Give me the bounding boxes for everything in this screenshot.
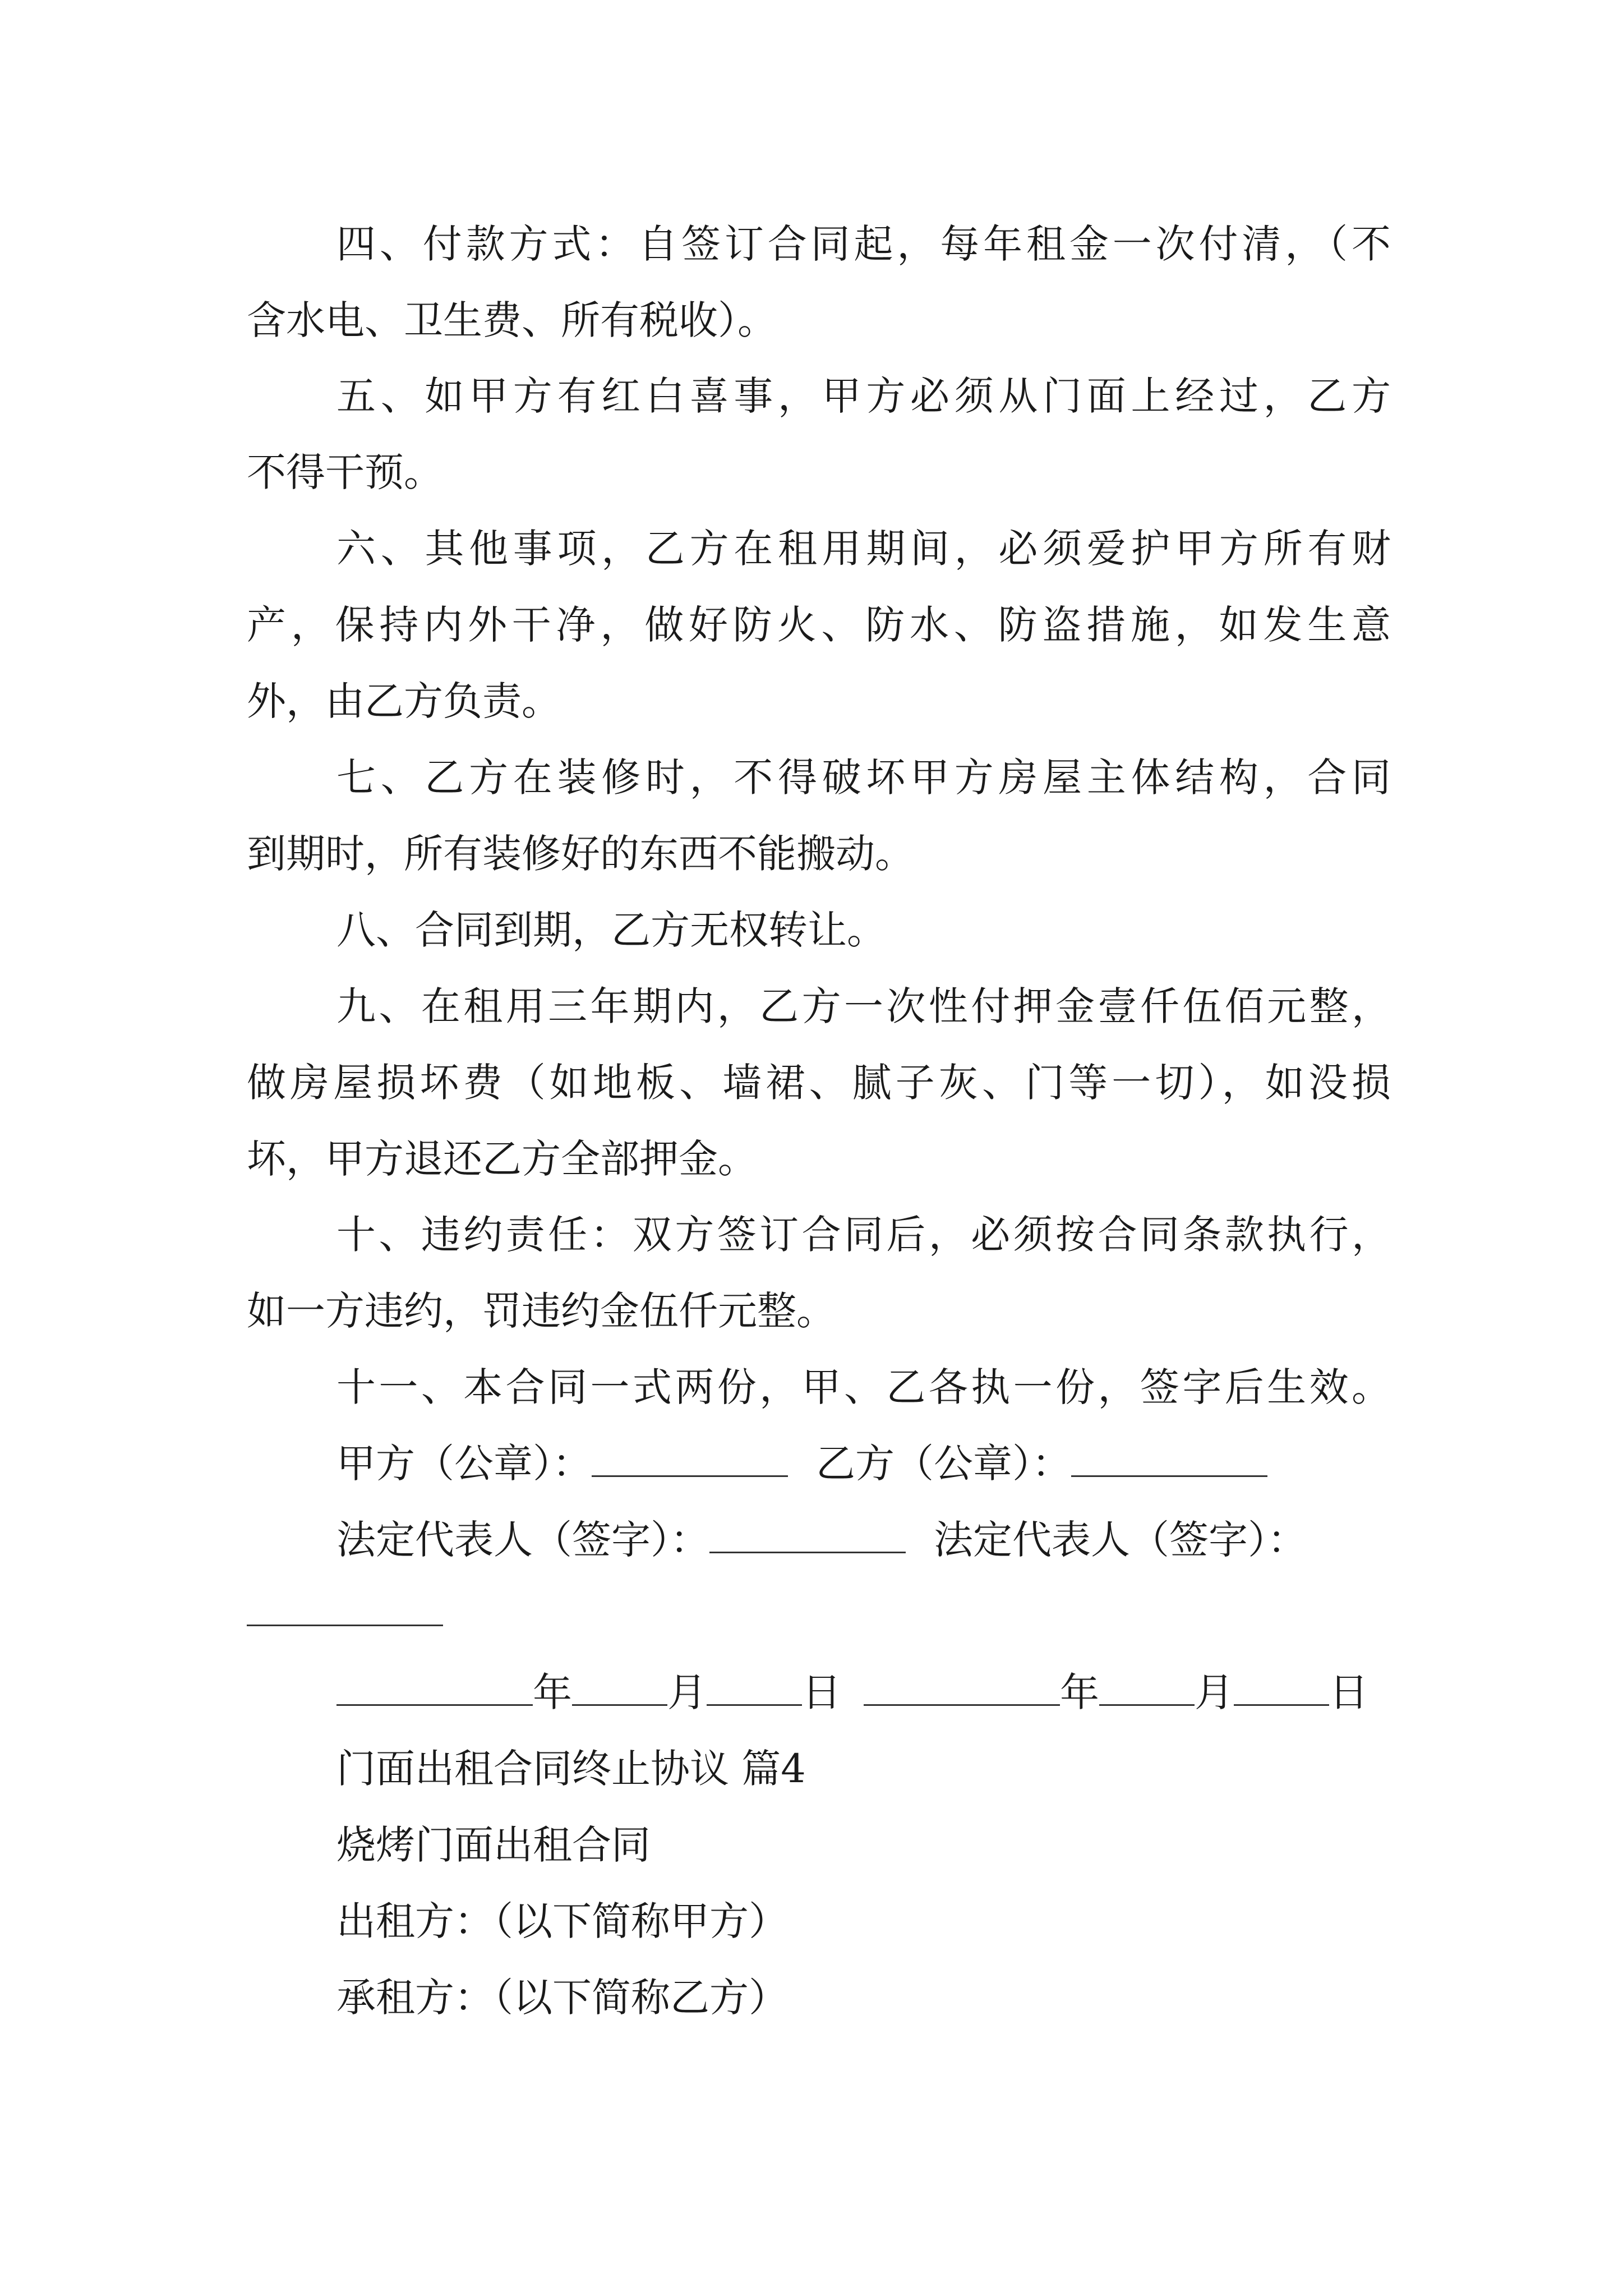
clause-9-line-2: 做房屋损坏费（如地板、墙裙、腻子灰、门等一切），如没损: [247, 1060, 1391, 1106]
party-a-rep-blank: [709, 1518, 906, 1553]
lessor-line: 出租方：（以下简称甲方）: [336, 1898, 788, 1944]
party-a-seal-blank: [592, 1442, 788, 1477]
party-a-month-blank: [572, 1671, 667, 1706]
clause-4-line-1: 四、付款方式：自签订合同起，每年租金一次付清，（不: [336, 221, 1391, 267]
clause-10-line-1: 十、违约责任：双方签订合同后，必须按合同条款执行，: [336, 1212, 1391, 1258]
clause-10-line-2: 如一方违约，罚违约金伍仟元整。: [247, 1288, 836, 1334]
party-b-rep-blank: [247, 1625, 443, 1626]
party-b-seal-blank: [1071, 1442, 1267, 1477]
party-a-seal-label: 甲方（公章）：: [336, 1441, 592, 1487]
party-b-seal-label: 乙方（公章）：: [816, 1441, 1071, 1487]
clause-9-line-1: 九、在租用三年期内，乙方一次性付押金壹仟伍佰元整，: [336, 983, 1391, 1029]
party-b-rep-label: 法定代表人（签字）：: [934, 1517, 1307, 1563]
party-b-day-label: 日: [1329, 1669, 1368, 1715]
party-b-month-label: 月: [1195, 1669, 1234, 1715]
clause-6-line-3: 外，由乙方负责。: [247, 678, 561, 724]
representative-row: [336, 1517, 1391, 1562]
clause-7-line-1: 七、乙方在装修时，不得破坏甲方房屋主体结构，合同: [336, 754, 1391, 800]
clause-6-line-1: 六、其他事项，乙方在租用期间，必须爱护甲方所有财: [336, 526, 1391, 572]
lessee-line: 承租方：（以下简称乙方）: [336, 1975, 788, 2021]
party-b-day-blank: [1234, 1671, 1329, 1706]
clause-5-line-1: 五、如甲方有红白喜事，甲方必须从门面上经过，乙方: [336, 373, 1391, 419]
party-a-year-label: 年: [533, 1669, 572, 1715]
party-b-year-label: 年: [1060, 1669, 1099, 1715]
clause-7-line-2: 到期时，所有装修好的东西不能搬动。: [247, 831, 914, 877]
section-heading: 门面出租合同终止协议 篇4: [336, 1746, 806, 1792]
clause-5-line-2: 不得干预。: [247, 449, 443, 495]
party-a-rep-label: 法定代表人（签字）：: [336, 1517, 709, 1563]
clause-8-line-1: 八、合同到期，乙方无权转让。: [336, 907, 886, 953]
party-a-month-label: 月: [667, 1669, 707, 1715]
party-a-day-blank: [707, 1671, 802, 1706]
clause-6-line-2: 产，保持内外干净，做好防火、防水、防盗措施，如发生意: [247, 602, 1391, 648]
date-row: [336, 1670, 1391, 1715]
party-a-year-blank: [336, 1671, 533, 1706]
party-a-day-label: 日: [802, 1669, 841, 1715]
party-b-year-blank: [864, 1671, 1060, 1706]
seal-row: [336, 1441, 1391, 1486]
clause-4-line-2: 含水电、卫生费、所有税收）。: [247, 297, 777, 343]
party-b-month-blank: [1099, 1671, 1195, 1706]
clause-9-line-3: 坏，甲方退还乙方全部押金。: [247, 1136, 757, 1182]
contract-title: 烧烤门面出租合同: [336, 1822, 651, 1868]
clause-11-line-1: 十一、本合同一式两份，甲、乙各执一份，签字后生效。: [336, 1364, 1391, 1410]
